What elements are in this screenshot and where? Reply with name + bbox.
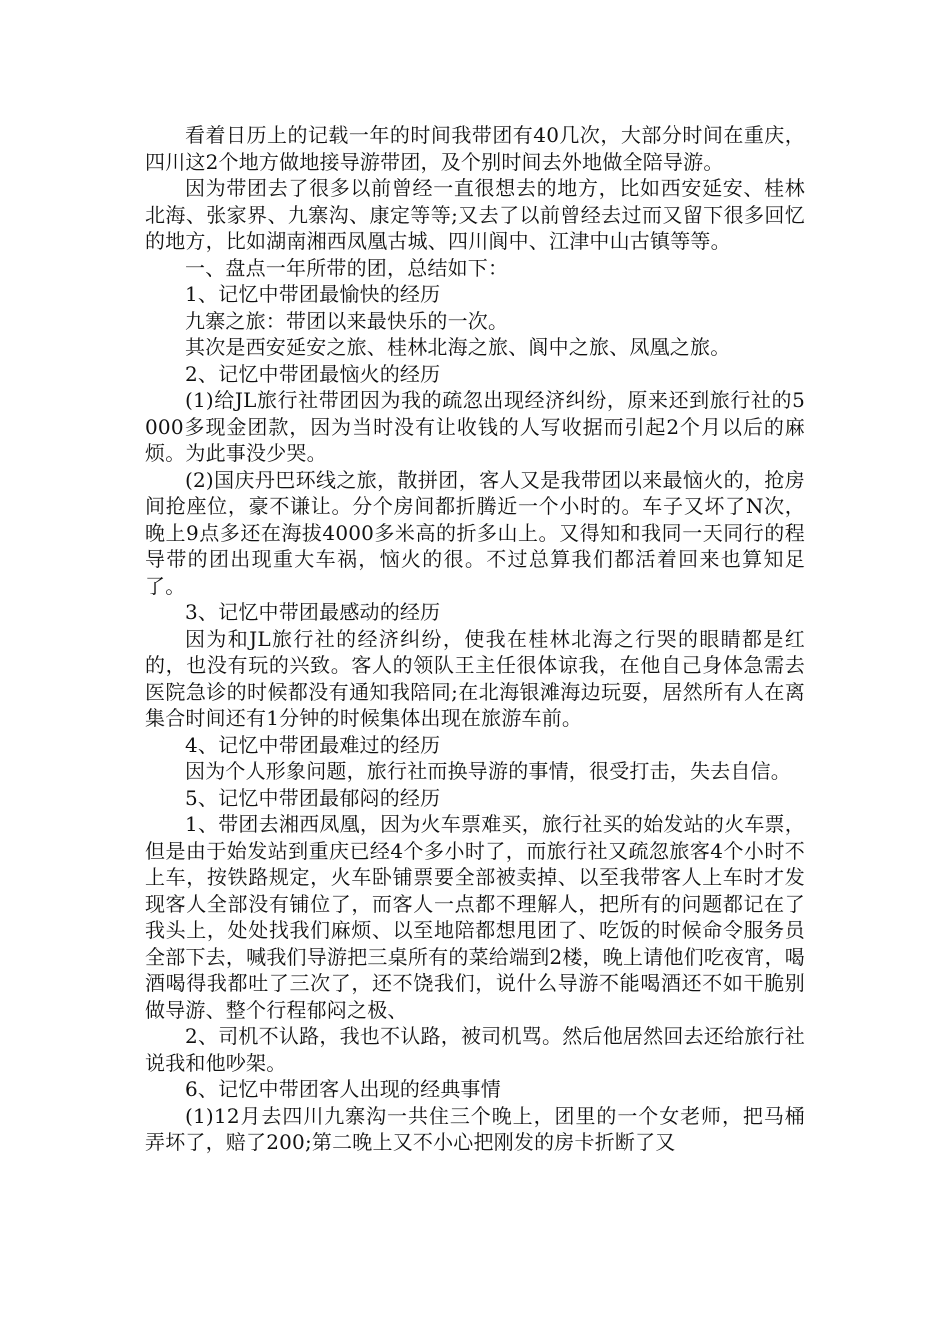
paragraph-depressing-1: 1、带团去湘西凤凰，因为火车票难买，旅行社买的始发站的火车票，但是由于始发站到重庆已经4个多小时了，而旅行社又疏忽旅客4个小时不上车，按铁路规定，火车卧铺票要全部被卖掉、以至我带客人上车时才发现客人全部没有铺位了，而客人一点都不理解人，把所有的问题都记在了我头上，处处找我们麻烦、以至地陪都想甩团了、吃饭的时候命令服务员全部下去，喊我们导游把三桌所有的菜给端到2楼，晚上请他们吃夜宵，喝酒喝得我都吐了三次了，还不饶我们，说什么导游不能喝酒还不如干脆别做导游、整个行程郁闷之极、 xyxy=(145,812,805,1022)
document-body xyxy=(145,122,805,1156)
subheading-most-annoying: 2、记忆中带团最恼火的经历 xyxy=(185,361,441,386)
section-heading-summary: 一、盘点一年所带的团，总结如下： xyxy=(185,255,509,280)
subheading-most-depressing: 5、记忆中带团最郁闷的经历 xyxy=(185,785,441,810)
paragraph-saddest: 因为个人形象问题，旅行社而换导游的事情，很受打击，失去自信。 xyxy=(185,759,791,783)
subheading-happiest: 1、记忆中带团最愉快的经历 xyxy=(185,282,441,306)
paragraph-depressing-2: 2、司机不认路，我也不认路，被司机骂。然后他居然回去还给旅行社说我和他吵架。 xyxy=(145,1024,805,1075)
subheading-classic-events: 6、记忆中带团客人出现的经典事情 xyxy=(185,1077,501,1101)
paragraph-classic-1: (1)12月去四川九寨沟一共住三个晚上，团里的一个女老师，把马桶弄坏了，赔了200;第二晚上又不小心把刚发的房卡折断了又 xyxy=(145,1103,805,1154)
subheading-most-touching: 3、记忆中带团最感动的经历 xyxy=(185,600,441,624)
paragraph-annoying-2: (2)国庆丹巴环线之旅，散拼团，客人又是我带团以来最恼火的，抢房间抢座位，豪不谦让。分个房间都折腾近一个小时的。车子又坏了N次，晚上9点多还在海拔4000多米高的折多山上。又得知和我同一天同行的程导带的团出现重大车祸，恼火的很。不过总算我们都活着回来也算知足了。 xyxy=(145,467,805,598)
paragraph-places: 因为带团去了很多以前曾经一直很想去的地方，比如西安延安、桂林北海、张家界、九寨沟、康定等等;又去了以前曾经去过而又留下很多回忆的地方，比如湖南湘西凤凰古城、四川阆中、江津中山古镇等等。 xyxy=(145,176,805,253)
paragraph-annoying-1: (1)给JL旅行社带团因为我的疏忽出现经济纠纷，原来还到旅行社的5000多现金团款，因为当时没有让收钱的人写收据而引起2个月以后的麻烦。为此事没少哭。 xyxy=(145,388,805,465)
paragraph-touching: 因为和JL旅行社的经济纠纷，使我在桂林北海之行哭的眼睛都是红的，也没有玩的兴致。客人的领队王主任很体谅我，在他自己身体急需去医院急诊的时候都没有通知我陪同;在北海银滩海边玩耍，居然所有人在离集合时间还有1分钟的时候集体出现在旅游车前。 xyxy=(145,626,805,730)
subheading-saddest: 4、记忆中带团最难过的经历 xyxy=(185,732,441,757)
paragraph-jiuzhai: 九寨之旅：带团以来最快乐的一次。 xyxy=(185,308,509,333)
paragraph-intro: 看着日历上的记载一年的时间我带团有40几次，大部分时间在重庆，四川这2个地方做地接导游带团，及个别时间去外地做全陪导游。 xyxy=(145,123,805,174)
paragraph-other-trips: 其次是西安延安之旅、桂林北海之旅、阆中之旅、凤凰之旅。 xyxy=(185,335,731,359)
